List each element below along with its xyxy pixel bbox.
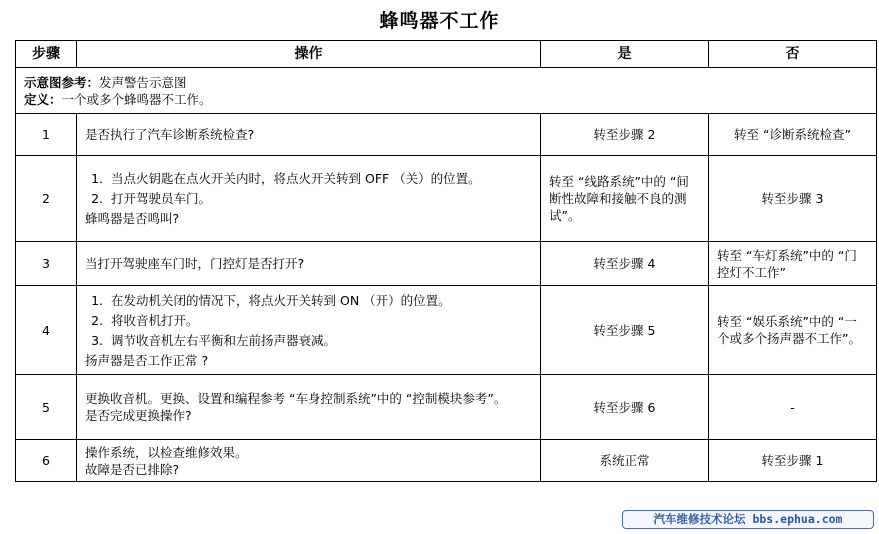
header-operation: 操作 [77,41,541,68]
diagram-reference-link[interactable]: 发声警告示意图 [99,74,187,90]
operation-list [85,292,532,349]
yes-action[interactable]: 转至步骤 6 [541,375,709,440]
no-action[interactable]: 转至 “娱乐系统”中的 “一个或多个扬声器不工作”。 [709,286,877,375]
reference-cell [16,68,877,114]
question-text: 扬声器是否工作正常 ? [85,352,209,368]
operation-cell [77,375,541,440]
table-row [16,286,877,375]
operation-text: 操作系统，以检查维修效果。 [85,444,248,460]
step-number: 1 [16,114,77,156]
yes-action: 系统正常 [541,440,709,482]
yes-action[interactable]: 转至步骤 5 [541,286,709,375]
list-item: 2. 将收音机打开。 [107,312,532,329]
operation-text: 更换收音机。更换、设置和编程参考 “车身控制系统”中的 “控制模块参考”。 [85,391,507,406]
operation-cell [77,286,541,375]
step-number: 5 [16,375,77,440]
step-number: 2 [16,156,77,242]
table-row [16,156,877,242]
table-row [16,114,877,156]
page-title: 蜂鸣器不工作 [379,10,500,32]
diagnostic-table [15,40,877,482]
table-row [16,440,877,482]
table-row [16,242,877,286]
definition-text: 一个或多个蜂鸣器不工作。 [61,91,212,107]
reference-row [16,68,877,114]
list-item: 1. 在发动机关闭的情况下，将点火开关转到 ON （开）的位置。 [107,292,532,309]
yes-action[interactable]: 转至步骤 2 [541,114,709,156]
operation-cell [77,156,541,242]
question-text: 故障是否已排除? [85,461,180,477]
question-text: 是否完成更换操作? [85,408,192,423]
header-row [16,41,877,68]
forum-watermark: 汽车维修技术论坛 bbs.ephua.com [622,510,874,529]
no-action[interactable]: 转至步骤 1 [709,440,877,482]
operation-cell [77,242,541,286]
no-action: - [709,375,877,440]
operation-cell [77,440,541,482]
question-text: 是否执行了汽车诊断系统检查? [85,127,255,142]
operation-cell [77,114,541,156]
list-item: 2. 打开驾驶员车门。 [107,190,532,207]
yes-action[interactable]: 转至步骤 4 [541,242,709,286]
list-item: 3. 调节收音机左右平衡和左前扬声器衰减。 [107,332,532,349]
step-number: 3 [16,242,77,286]
diagram-reference-label: 示意图参考： [24,74,100,90]
header-step: 步骤 [16,41,77,68]
step-number: 4 [16,286,77,375]
header-yes: 是 [541,41,709,68]
no-action[interactable]: 转至 “车灯系统”中的 “门控灯不工作” [709,242,877,286]
step-number: 6 [16,440,77,482]
question-text: 当打开驾驶座车门时，门控灯是否打开? [85,256,305,271]
table-row [16,375,877,440]
no-action[interactable]: 转至 “诊断系统检查” [709,114,877,156]
operation-list [85,170,532,207]
definition-label: 定义： [24,91,62,107]
header-no: 否 [709,41,877,68]
no-action[interactable]: 转至步骤 3 [709,156,877,242]
yes-action[interactable]: 转至 “线路系统”中的 “间断性故障和接触不良的测试”。 [541,156,709,242]
list-item: 1. 当点火钥匙在点火开关内时，将点火开关转到 OFF （关）的位置。 [107,170,532,187]
question-text: 蜂鸣器是否鸣叫? [85,211,180,226]
